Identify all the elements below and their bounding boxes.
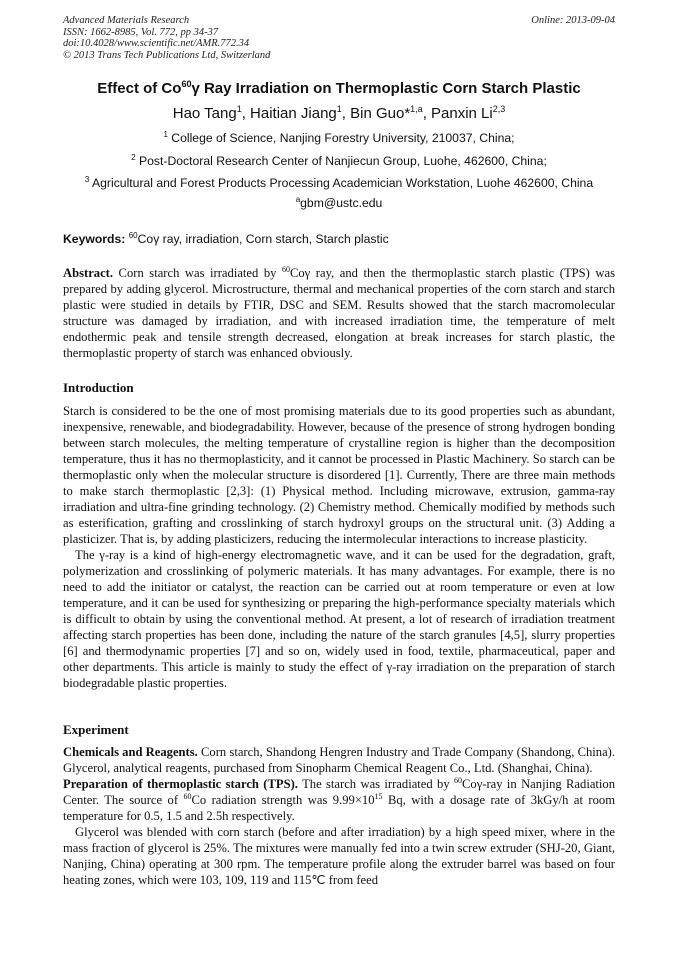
superscript: 15	[374, 791, 383, 801]
keywords	[63, 231, 389, 246]
introduction-body	[63, 403, 615, 691]
affiliation-superscript: 1	[163, 130, 168, 139]
paragraph: Starch is considered to be the one of most promising materials due to its good properties such as abundant, inexpensive, renewable, and biodegradability. However, because of the presence of strong hydrogen bonding between starch molecules, the melting temperature of crystalline region is higher than the decomposition temperature, thus it has no thermoplasticity, and it cannot be processed in Plastic Machinery. So starch can be thermoplastic only when the molecular structure is disordered [1]. Currently, There are three main methods to make starch thermoplastic [2,3]: (1) Physical method. Including microwave, extrusion, gamma-ray irradiation and ultra-fine grinding technology. (2) Chemistry method. Chemically modified by methods such as esterification, grafting and crosslinking of starch hydroxyl groups on the structural unit. (3) Adding a plasticizer. That is, by adding plasticizers, reducing the intermolecular interactions to increase plasticity.	[63, 404, 615, 546]
abstract-superscript: 60	[281, 264, 290, 274]
author-superscript: 1	[236, 104, 242, 114]
author: Hao Tang	[172, 105, 237, 122]
author-superscript: 1,a	[410, 104, 423, 114]
superscript: 60	[183, 791, 192, 801]
journal-header	[63, 15, 615, 61]
title-superscript: 60	[181, 79, 192, 89]
affiliation-text: Post-Doctoral Research Center of Nanjiecun Group, Luohe, 462600, China;	[135, 154, 547, 169]
affiliation	[0, 175, 678, 190]
author: , Haitian Jiang	[241, 105, 337, 122]
author-superscript: 2,3	[492, 104, 506, 114]
keywords-text: Coγ ray, irradiation, Corn starch, Starch plastic	[137, 232, 389, 247]
section-heading-experiment: Experiment	[63, 722, 129, 737]
paragraph-text: Corn starch, Shandong Hengren Industry and Trade Company (Shandong, China). Glycerol, analytical reagents, purchased from Sinopharm Chemical Reagent Co., Ltd. (Shanghai, China).	[63, 745, 616, 775]
keywords-superscript: 60	[128, 231, 138, 240]
section-heading-introduction: Introduction	[63, 380, 134, 395]
abstract-text: Coγ ray, and then the thermoplastic starch plastic (TPS) was prepared by adding glycerol. Microstructure, thermal and mechanical properties of the corn starch and starch plastic were studied in details by FTIR, DSC and SEM. Results showed that the starch macromolecular structure was damaged by irradiation, and with increased irradiation time, the temperature of melt endothermic peak and tensile strength decreased, elongation at break increases for starch plastic, the thermoplastic property of starch was enhanced obviously.	[63, 266, 615, 360]
affiliation	[0, 130, 678, 145]
experiment-body	[63, 744, 615, 888]
journal-copyright: © 2013 Trans Tech Publications Ltd, Switzerland	[63, 49, 271, 61]
paragraph-text: Bq, with a dosage rate of 3kGy/h at room temperature for 0.5, 1.5 and 2.5h respectively.	[63, 793, 616, 823]
affiliation-text: College of Science, Nanjing Forestry University, 210037, China;	[167, 131, 515, 146]
paragraph-text: Co radiation strength was 9.99×10	[191, 793, 375, 807]
keywords-label: Keywords:	[63, 232, 126, 247]
abstract-label: Abstract.	[63, 266, 114, 280]
abstract	[63, 265, 615, 361]
affiliation-superscript: 2	[131, 153, 136, 162]
superscript: 60	[454, 775, 463, 785]
paragraph	[63, 776, 615, 824]
subsection-label: Chemicals and Reagents.	[63, 745, 198, 759]
paragraph: Glycerol was blended with corn starch (before and after irradiation) by a high speed mixer, where in the mass fraction of glycerol is 25%. The mixtures were manually fed into a twin screw extruder (SHJ-20, Giant, Nanjing, China) operating at 300 rpm. The temperature profile along the extruder barrel was based on four heating zones, which were 103, 109, 119 and 115℃ from feed	[63, 825, 615, 887]
paragraph-text: Coγ-ray in Nanjing Radiation Center. The source of	[63, 777, 615, 807]
journal-doi: doi:10.4028/www.scientific.net/AMR.772.34	[63, 38, 250, 50]
paragraph	[63, 744, 615, 776]
subsection-label: Preparation of thermoplastic starch (TPS).	[63, 777, 298, 791]
title-part: Effect of Co	[97, 80, 182, 97]
affiliation	[0, 153, 678, 168]
journal-name: Advanced Materials Research	[63, 15, 190, 26]
affiliation-superscript: a	[295, 195, 301, 204]
abstract-text: Corn starch was irradiated by	[113, 266, 282, 280]
journal-issn: ISSN: 1662-8985, Vol. 772, pp 34-37	[63, 26, 219, 38]
affiliation-text: Agricultural and Forest Products Processing Academician Workstation, Luohe 462600, China	[89, 176, 594, 191]
affiliation-superscript: 3	[84, 175, 90, 184]
paragraph: The γ-ray is a kind of high-energy electromagnetic wave, and it can be used for the degradation, graft, polymerization and crosslinking of polymeric materials. It has many advantages. For example, there is no need to add the initiator or catalyst, the reaction can be carried out at room temperature or even at low temperature, and it can be used for synthesizing or preparing the high-performance specialty materials which is difficult to obtain by using the conventional method. At present, a lot of research of irradiation treatment affecting starch properties has been done, including the nature of the starch granules [4,5], slurry properties [6] and thermodynamic properties [7] and so on, widely used in food, textile, pharmaceutical, paper and other departments. This article is mainly to study the effect of γ-ray irradiation on the preparation of starch biodegradable plastic properties.	[63, 548, 615, 690]
author-superscript: 1	[336, 104, 342, 114]
author: , Bin Guo*	[341, 105, 411, 122]
author: , Panxin Li	[422, 105, 493, 122]
email-text: gbm@ustc.edu	[300, 196, 383, 211]
paragraph-text: The starch was irradiated by	[297, 777, 455, 791]
author-email	[0, 195, 678, 210]
title-part: γ Ray Irradiation on Thermoplastic Corn Starch Plastic	[191, 80, 581, 97]
author-list	[0, 104, 678, 122]
online-date: Online: 2013-09-04	[531, 15, 615, 26]
paper-title	[0, 79, 678, 97]
